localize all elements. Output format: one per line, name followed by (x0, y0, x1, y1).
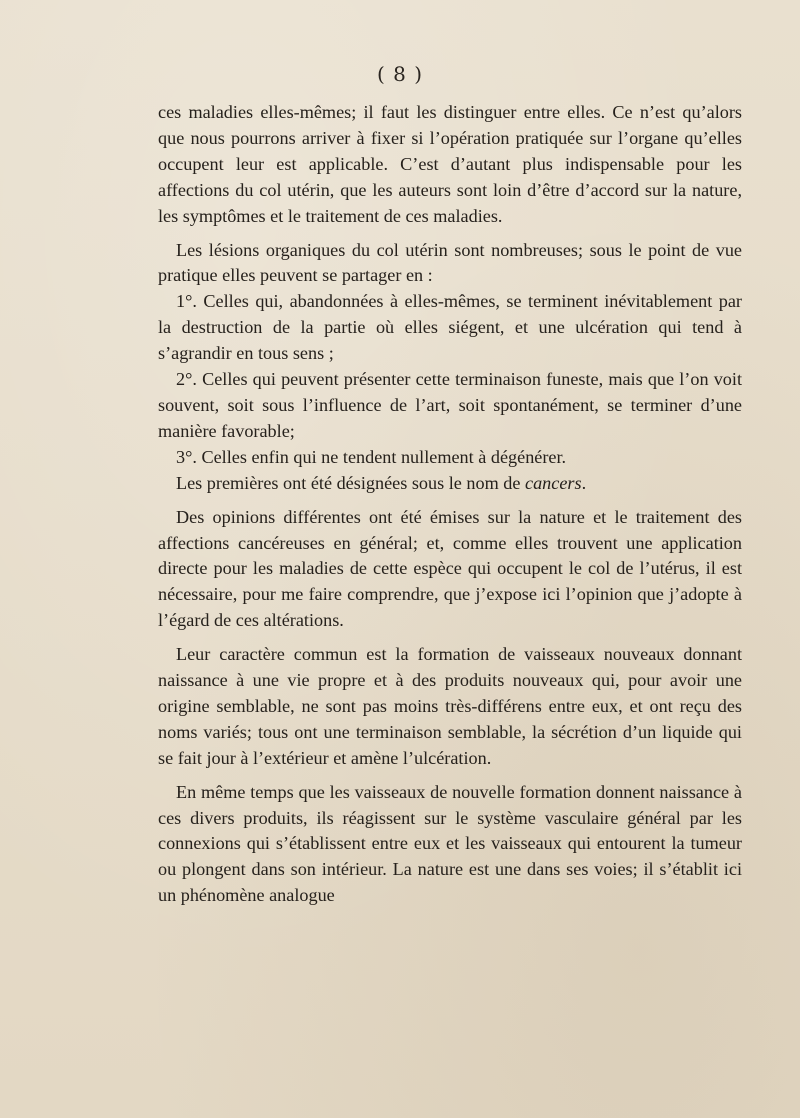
body-text (158, 100, 742, 909)
list-item-2: 2°. Celles qui peuvent présenter cette terminaison funeste, mais que l’on voit souvent, soit sous l’influence de l’art, soit spontanément, se terminer d’une manière favorable; (158, 369, 742, 441)
emphasis-cancers: cancers (525, 472, 582, 493)
paragraph-cancers-text: Les premières ont été désignées sous le nom de (176, 472, 525, 493)
paragraph-opinions: Des opinions différentes ont été émises sur la nature et le traitement des affections cancéreuses en général; et, comme elles trouvent une application directe pour les maladies de cette espèce qui occupent le col de l’utérus, il est nécessaire, pour me faire comprendre, que j’expose ici l’opinion que j’adopte à l’égard de ces altérations. (158, 506, 742, 631)
paragraph-continuation: ces maladies elles-mêmes; il faut les distinguer entre elles. Ce n’est qu’alors que nous pourrons arriver à fixer si l’opération pratiquée sur l’organe qu’elles occupent leur est applicable. C’est d’autant plus indispensable pour les affections du col utérin, que les auteurs sont loin d’être d’accord sur la nature, les symptômes et le traitement de ces maladies. (158, 102, 742, 226)
paragraph-vessels: En même temps que les vaisseaux de nouvelle formation donnent naissance à ces divers produits, ils réagissent sur le système vasculaire général par les connexions qui s’établissent entre eux et les vaisseaux qui entourent la tumeur ou plongent dans son intérieur. La nature est une dans ses voies; il s’établit ici un phénomène analogue (158, 781, 742, 906)
page-number: ( 8 ) (376, 62, 424, 86)
paragraph-character: Leur caractère commun est la formation de vaisseaux nouveaux donnant naissance à une vie propre et à des produits nouveaux qui, pour avoir une origine semblable, ne sont pas moins très-différens entre eux, et ont reçu des noms variés; tous ont une terminaison semblable, la sécrétion d’un liquide qui se fait jour à l’extérieur et amène l’ulcération. (158, 644, 742, 768)
paragraph-lesions: Les lésions organiques du col utérin sont nombreuses; sous le point de vue pratique elles peuvent se partager en : (158, 239, 742, 286)
list-item-1: 1°. Celles qui, abandonnées à elles-mêmes, se terminent inévitablement par la destruction de la partie où elles siégent, et une ulcération qui tend à s’agrandir en tous sens ; (158, 291, 742, 364)
list-item-3: 3°. Celles enfin qui ne tendent nullement à dégénérer. (176, 446, 567, 467)
paragraph-cancers (158, 471, 742, 497)
paragraph-cancers-end: . (581, 472, 587, 493)
